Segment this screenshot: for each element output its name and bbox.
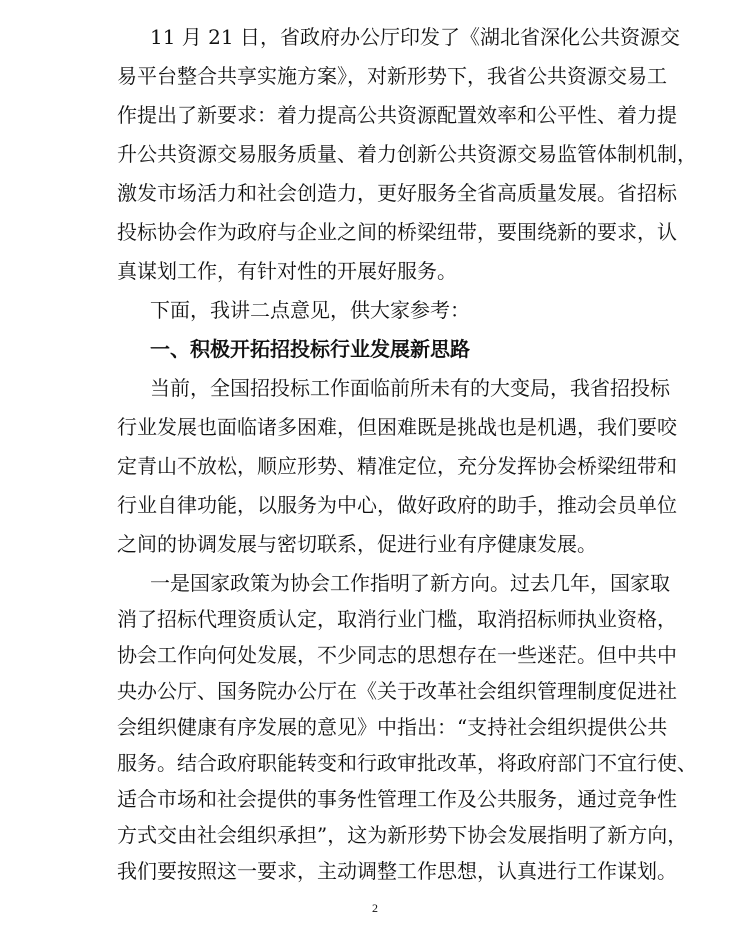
text-line: 当前，全国招投标工作面临前所未有的大变局，我省招投标	[150, 376, 670, 400]
text-line: 下面，我讲二点意见，供大家参考：	[150, 298, 470, 322]
text-line: 激发市场活力和社会创造力，更好服务全省高质量发展。省招标	[117, 181, 677, 205]
text-line: 方式交由社会组织承担”，这为新形势下协会发展指明了新方向，	[117, 823, 688, 847]
text-line: 一是国家政策为协会工作指明了新方向。过去几年，国家取	[150, 571, 670, 595]
text-line: 升公共资源交易服务质量、着力创新公共资源交易监管体制机制，	[117, 142, 697, 166]
text-line: 定青山不放松，顺应形势、精准定位，充分发挥协会桥梁纽带和	[117, 454, 677, 478]
text-line: 行业发展也面临诸多困难，但困难既是挑战也是机遇，我们要咬	[117, 415, 677, 439]
page-number: 2	[372, 901, 378, 915]
section-heading: 一、积极开拓招投标行业发展新思路	[150, 337, 470, 361]
text-line: 投标协会作为政府与企业之间的桥梁纽带，要围绕新的要求，认	[117, 220, 677, 244]
text-line: 之间的协调发展与密切联系，促进行业有序健康发展。	[117, 532, 597, 556]
text-line: 会组织健康有序发展的意见》中指出：“支持社会组织提供公共	[117, 715, 668, 739]
text-line: 真谋划工作，有针对性的开展好服务。	[117, 259, 457, 283]
text-line: 服务。结合政府职能转变和行政审批改革，将政府部门不宜行使、	[117, 751, 697, 775]
text-line: 消了招标代理资质认定，取消行业门槛，取消招标师执业资格，	[117, 607, 677, 631]
text-line: 适合市场和社会提供的事务性管理工作及公共服务，通过竞争性	[117, 787, 677, 811]
text-line: 作提出了新要求：着力提高公共资源配置效率和公平性、着力提	[117, 103, 677, 127]
text-line: 行业自律功能，以服务为中心，做好政府的助手，推动会员单位	[117, 493, 677, 517]
text-line: 易平台整合共享实施方案》，对新形势下，我省公共资源交易工	[117, 64, 667, 88]
text-line: 我们要按照这一要求，主动调整工作思想，认真进行工作谋划。	[117, 859, 677, 883]
text-line: 协会工作向何处发展，不少同志的思想存在一些迷茫。但中共中	[117, 643, 677, 667]
text-line: 11 月 21 日，省政府办公厅印发了《湖北省深化公共资源交	[150, 25, 680, 49]
text-line: 央办公厅、国务院办公厅在《关于改革社会组织管理制度促进社	[117, 679, 677, 703]
